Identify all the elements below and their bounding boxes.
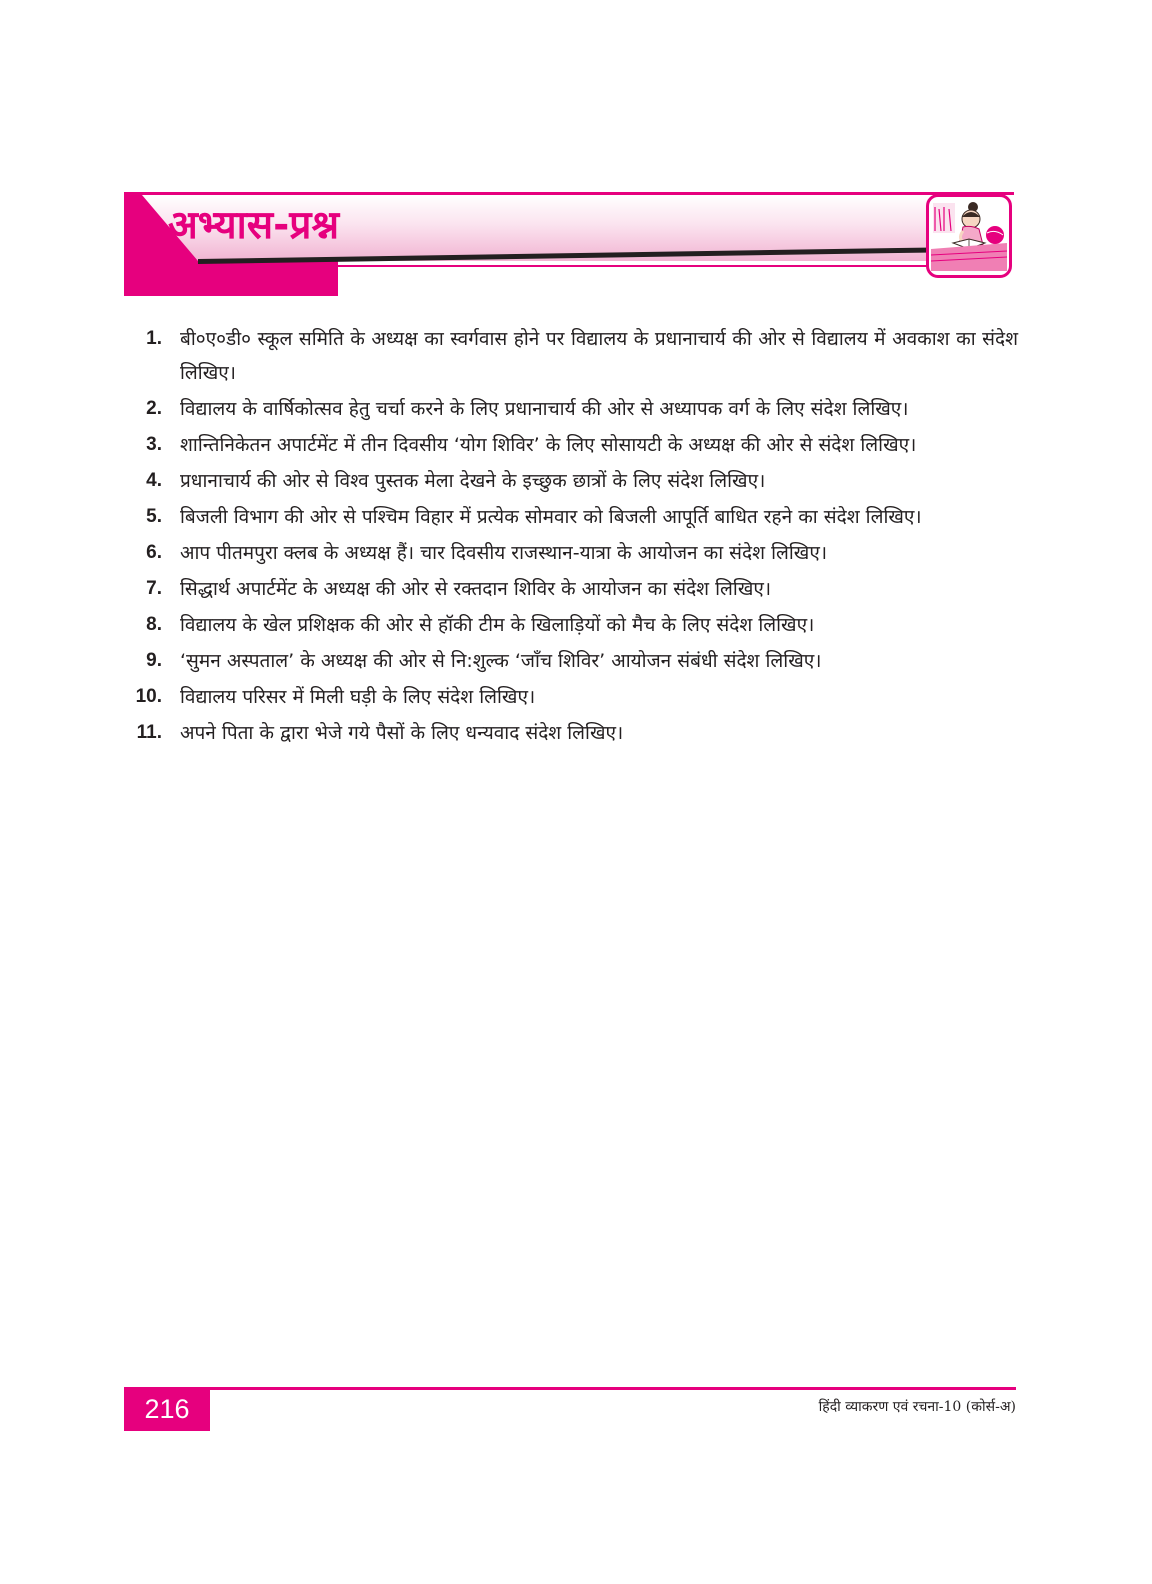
question-text: बिजली विभाग की ओर से पश्चिम विहार में प्रत्येक सोमवार को बिजली आपूर्ति बाधित रहने का संदेश लिखिए।: [180, 506, 922, 528]
question-number: 2.: [146, 398, 162, 419]
question-number: 9.: [146, 650, 162, 671]
question-number: 10.: [135, 686, 162, 707]
question-text: सिद्धार्थ अपार्टमेंट के अध्यक्ष की ओर से रक्तदान शिविर के आयोजन का संदेश लिखिए।: [180, 578, 772, 600]
page-number: 216: [124, 1387, 210, 1431]
footer-rule: [124, 1387, 1016, 1390]
question-item: [134, 392, 1018, 426]
question-number: 7.: [146, 578, 162, 599]
question-text: ‘सुमन अस्पताल’ के अध्यक्ष की ओर से नि:शुल्क ‘जाँच शिविर’ आयोजन संबंधी संदेश लिखिए।: [180, 650, 822, 672]
banner-pink-rule: [338, 265, 934, 267]
question-number: 1.: [146, 328, 162, 349]
question-text: बी०ए०डी० स्कूल समिति के अध्यक्ष का स्वर्गवास होने पर विद्यालय के प्रधानाचार्य की ओर से विद्यालय में अवकाश का संदेश लिखिए।: [180, 328, 1018, 384]
question-number: 6.: [146, 542, 162, 563]
question-item: [134, 680, 1018, 714]
question-number: 3.: [146, 434, 162, 455]
question-item: [134, 428, 1018, 462]
question-text: विद्यालय के खेल प्रशिक्षक की ओर से हॉकी टीम के खिलाड़ियों को मैच के लिए संदेश लिखिए।: [180, 614, 815, 636]
girl-reading-book-illustration: [926, 194, 1012, 278]
question-item: [134, 464, 1018, 498]
question-item: [134, 572, 1018, 606]
question-item: [134, 644, 1018, 678]
question-item: [134, 608, 1018, 642]
question-number: 4.: [146, 470, 162, 491]
section-header-banner: [124, 192, 1014, 296]
question-number: 8.: [146, 614, 162, 635]
question-text: अपने पिता के द्वारा भेजे गये पैसों के लिए धन्यवाद संदेश लिखिए।: [180, 722, 624, 744]
question-text: शान्तिनिकेतन अपार्टमेंट में तीन दिवसीय ‘योग शिविर’ के लिए सोसायटी के अध्यक्ष की ओर से संदेश लिखिए।: [180, 434, 917, 456]
question-text: विद्यालय के वार्षिकोत्सव हेतु चर्चा करने के लिए प्रधानाचार्य की ओर से अध्यापक वर्ग के लिए संदेश लिखिए।: [180, 398, 909, 420]
question-item: [134, 322, 1018, 390]
section-title: अभ्यास-प्रश्न: [168, 203, 340, 248]
question-item: [134, 716, 1018, 750]
question-number: 5.: [146, 506, 162, 527]
question-text: विद्यालय परिसर में मिली घड़ी के लिए संदेश लिखिए।: [180, 686, 536, 708]
footer-book-title: हिंदी व्याकरण एवं रचना-10 (कोर्स-अ): [818, 1399, 1016, 1415]
exercise-question-list: [134, 322, 1018, 752]
question-text: प्रधानाचार्य की ओर से विश्व पुस्तक मेला देखने के इच्छुक छात्रों के लिए संदेश लिखिए।: [180, 470, 766, 492]
question-item: [134, 500, 1018, 534]
question-item: [134, 536, 1018, 570]
question-number: 11.: [136, 722, 162, 743]
banner-top-rule: [124, 192, 1014, 195]
question-text: आप पीतमपुरा क्लब के अध्यक्ष हैं। चार दिवसीय राजस्थान-यात्रा के आयोजन का संदेश लिखिए।: [180, 542, 828, 564]
